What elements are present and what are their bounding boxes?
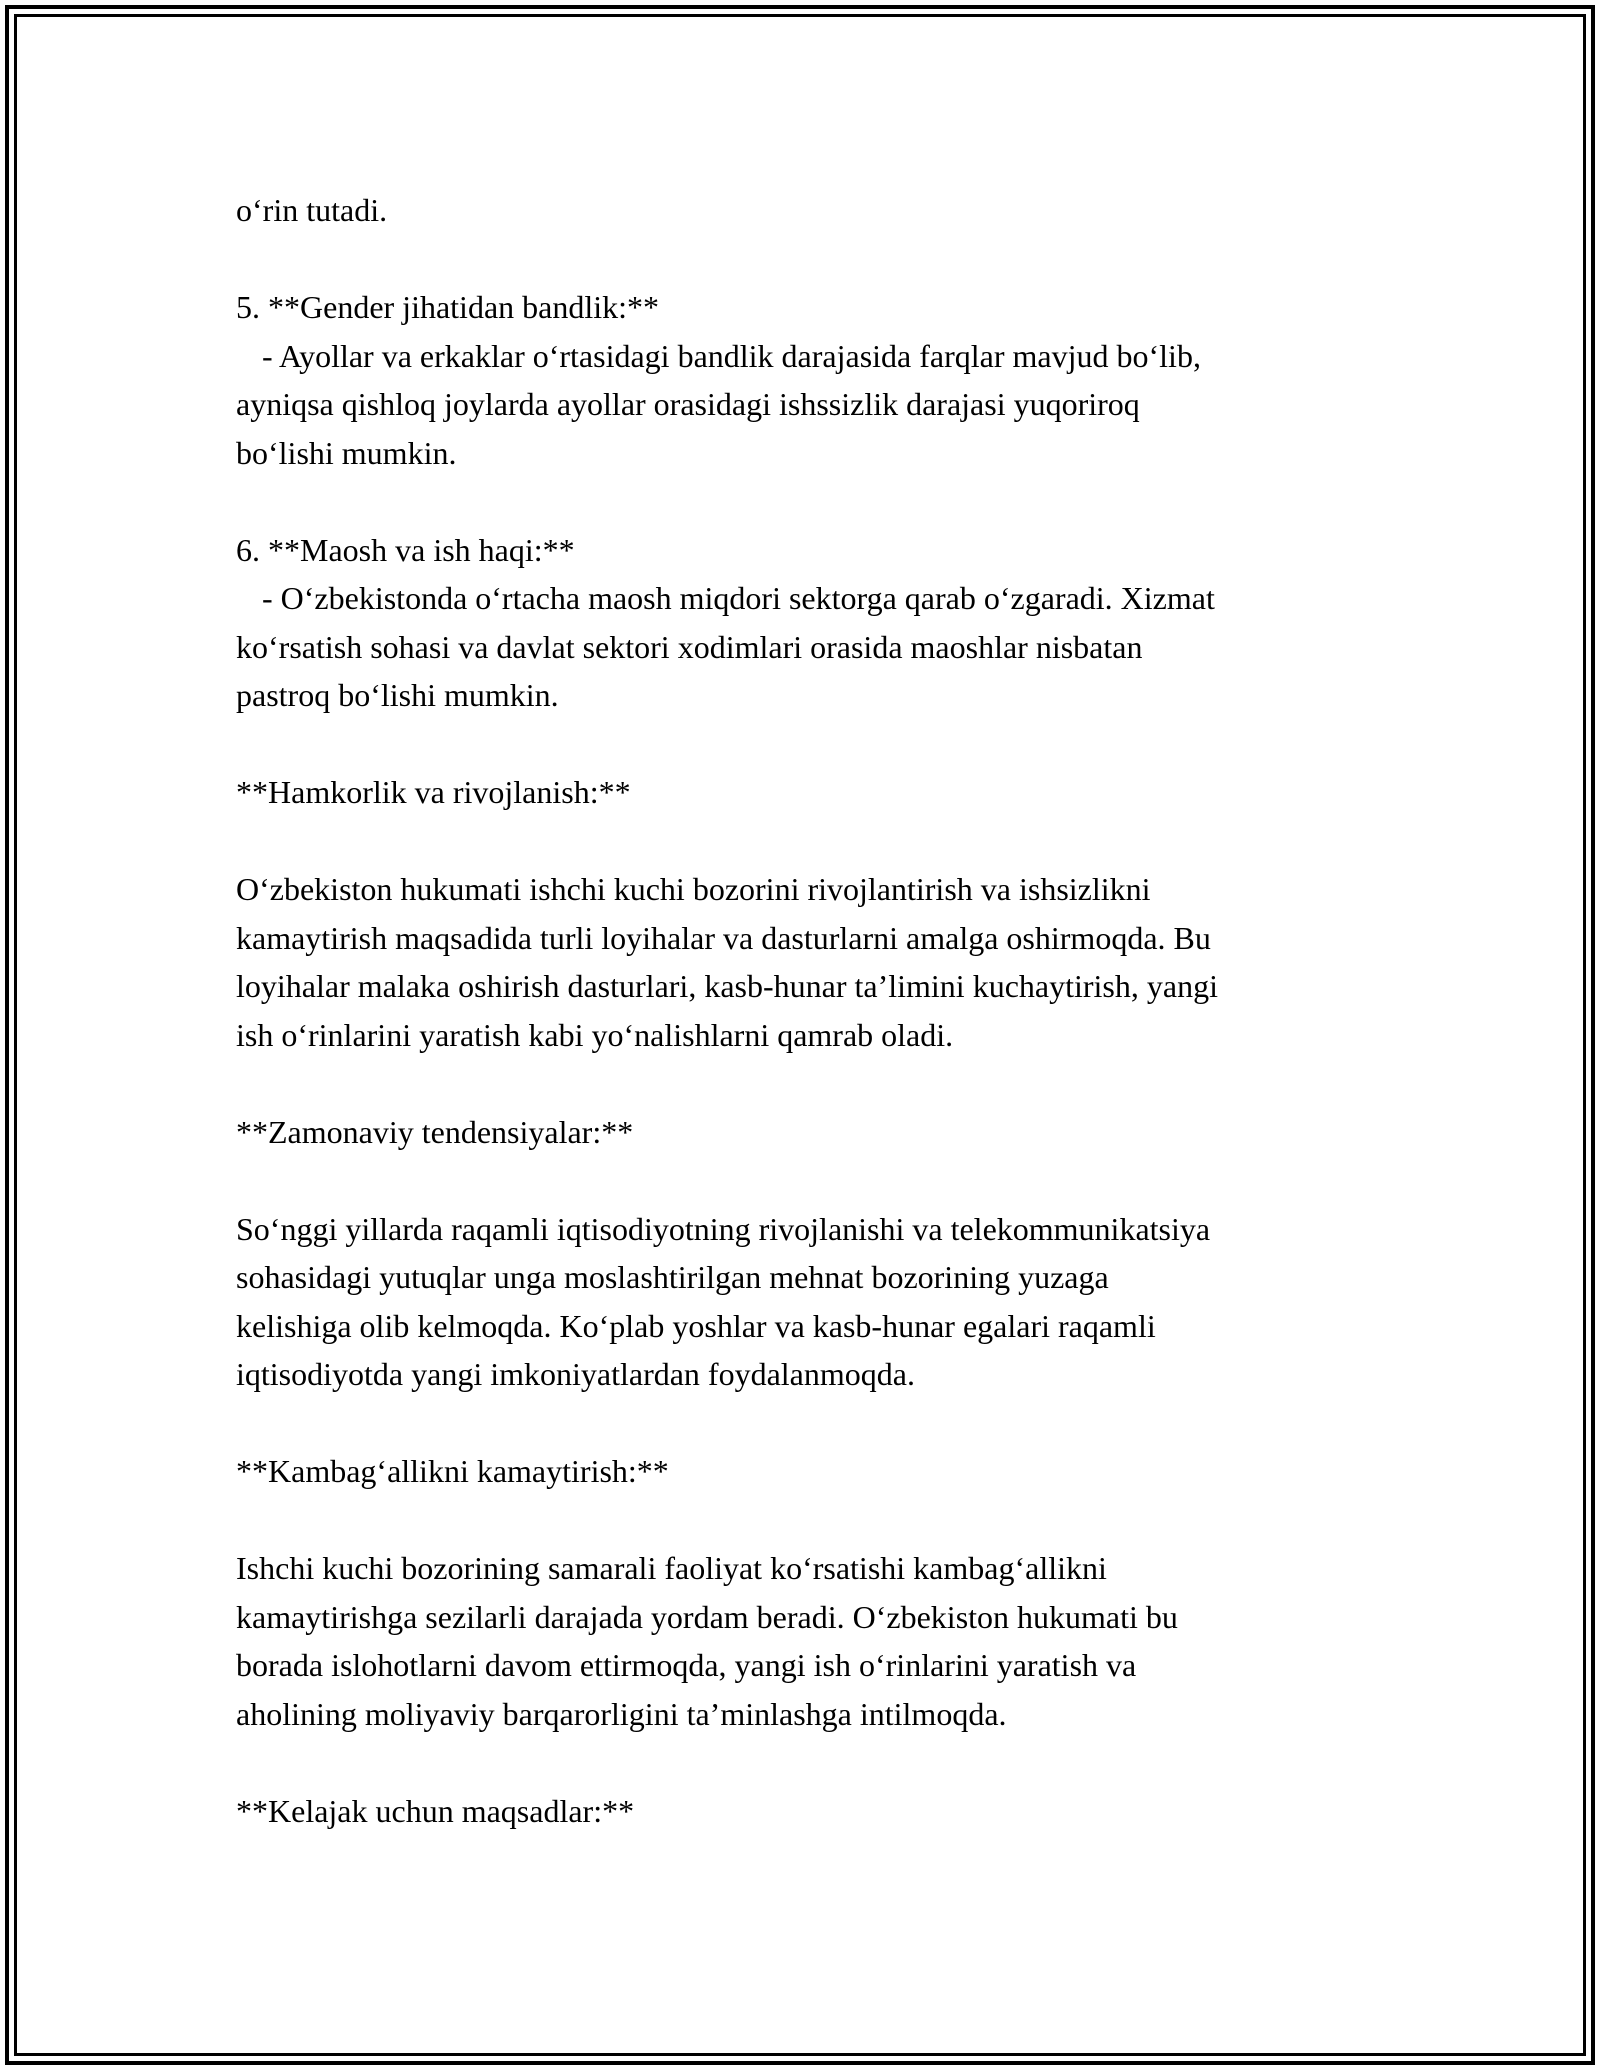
zamonaviy-line3: kelishiga olib kelmoqda. Ko‘plab yoshlar va kasb-hunar egalari raqamli <box>236 1307 1156 1344</box>
zamonaviy-paragraph <box>236 1205 1376 1399</box>
hamkorlik-line4: ish o‘rinlarini yaratish kabi yo‘nalishlarni qamrab oladi. <box>236 1016 954 1053</box>
kambag-line3: borada islohotlarni davom ettirmoqda, yangi ish o‘rinlarini yaratish va <box>236 1647 1137 1683</box>
section5-line1: - Ayollar va erkaklar o‘rtasidagi bandlik darajasida farqlar mavjud bo‘lib, <box>262 337 1201 374</box>
hamkorlik-line3: loyihalar malaka oshirish dasturlari, kasb-hunar ta’limini kuchaytirish, yangi <box>236 968 1218 1004</box>
section6-line3: pastroq bo‘lishi mumkin. <box>236 677 559 713</box>
document-body <box>236 186 1376 1835</box>
zamonaviy-heading: **Zamonaviy tendensiyalar:** <box>236 1113 634 1150</box>
kambag-heading: **Kambag‘allikni kamaytirish:** <box>236 1453 669 1489</box>
section6-heading: 6. **Maosh va ish haqi:** <box>236 531 575 568</box>
section5-line3: bo‘lishi mumkin. <box>236 434 457 471</box>
section5-line2: ayniqsa qishloq joylarda ayollar orasidagi ishssizlik darajasi yuqoriroq <box>236 386 1140 422</box>
section6-line2: ko‘rsatish sohasi va davlat sektori xodimlari orasida maoshlar nisbatan <box>236 628 1143 665</box>
intro-fragment: o‘rin tutadi. <box>236 192 388 228</box>
hamkorlik-heading: **Hamkorlik va rivojlanish:** <box>236 774 631 810</box>
kambag-line2: kamaytirishga sezilarli darajada yordam beradi. O‘zbekiston hukumati bu <box>236 1598 1178 1635</box>
hamkorlik-line1: O‘zbekiston hukumati ishchi kuchi bozorini rivojlantirish va ishsizlikni <box>236 871 1151 907</box>
section5-paragraph <box>236 332 1376 478</box>
kambag-line1: Ishchi kuchi bozorining samarali faoliyat ko‘rsatishi kambag‘allikni <box>236 1550 1107 1586</box>
section6-paragraph <box>236 574 1376 720</box>
zamonaviy-line1: So‘nggi yillarda raqamli iqtisodiyotning rivojlanishi va telekommunikatsiya <box>236 1210 1211 1247</box>
hamkorlik-paragraph <box>236 865 1376 1059</box>
section6-line1: - O‘zbekistonda o‘rtacha maosh miqdori sektorga qarab o‘zgaradi. Xizmat <box>262 580 1215 616</box>
kelajak-heading: **Kelajak uchun maqsadlar:** <box>236 1792 635 1829</box>
section5-heading: 5. **Gender jihatidan bandlik:** <box>236 289 660 325</box>
kambag-line4: aholining moliyaviy barqarorligini ta’minlashga intilmoqda. <box>236 1695 1007 1732</box>
hamkorlik-line2: kamaytirish maqsadida turli loyihalar va dasturlarni amalga oshirmoqda. Bu <box>236 919 1211 956</box>
zamonaviy-line2: sohasidagi yutuqlar unga moslashtirilgan mehnat bozorining yuzaga <box>236 1259 1109 1295</box>
kambag-paragraph <box>236 1544 1376 1738</box>
zamonaviy-line4: iqtisodiyotda yangi imkoniyatlardan foydalanmoqda. <box>236 1356 915 1392</box>
